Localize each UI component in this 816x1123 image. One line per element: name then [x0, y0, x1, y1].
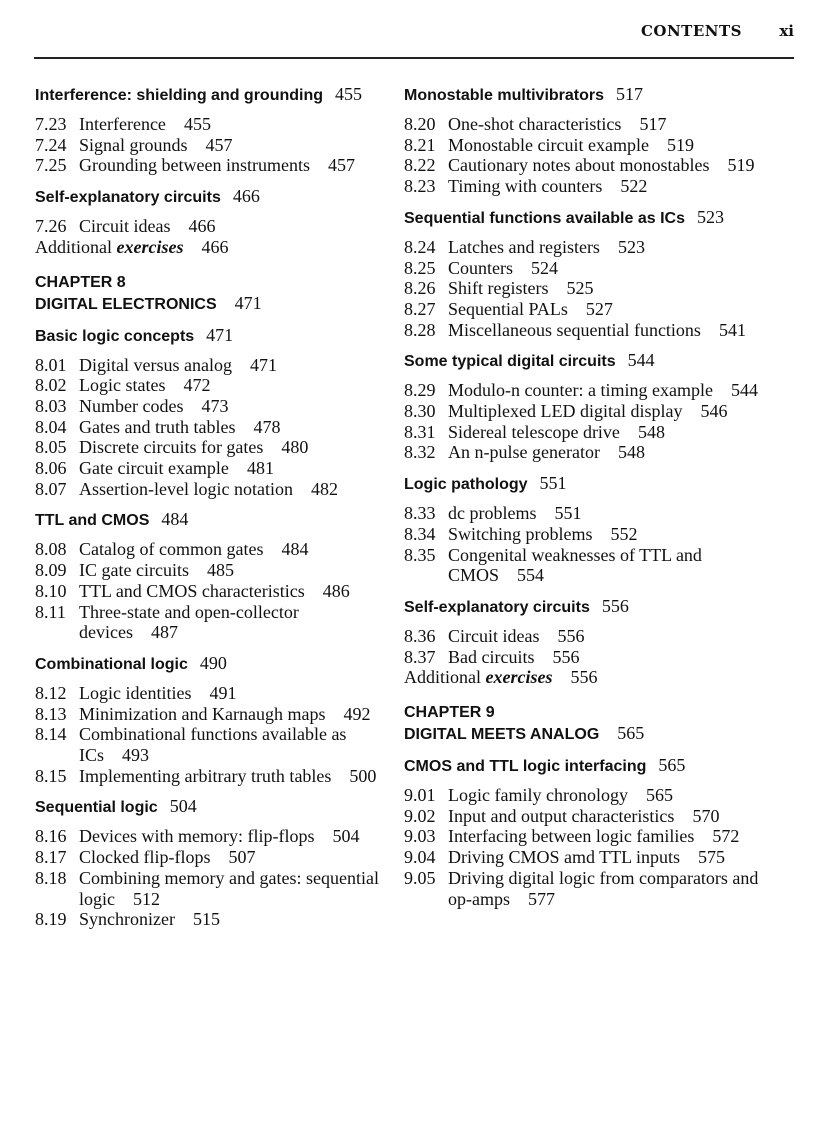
entry-title: Counters [448, 257, 513, 278]
entry-title: Combinational functions available as ICs [79, 724, 347, 766]
entry-page: 515 [192, 909, 220, 930]
entry-title: Additional [35, 236, 112, 257]
entry-number: 8.07 [35, 478, 67, 499]
section-heading [404, 473, 784, 495]
entry-title: Catalog of common gates [79, 539, 264, 560]
section-title: Sequential functions available as ICs [404, 209, 685, 227]
entry-number: 8.12 [35, 682, 67, 703]
section-heading [404, 84, 784, 106]
entry-page: 500 [349, 765, 377, 786]
entry-page: 570 [692, 805, 720, 826]
entry-page: 524 [531, 257, 558, 278]
entry-page: 519 [666, 134, 694, 155]
entry-page: 484 [281, 539, 309, 560]
section-page: 523 [696, 206, 724, 227]
header-rule [34, 57, 794, 59]
toc-entry [35, 155, 380, 176]
toc-entry [404, 155, 784, 176]
section-title: Some typical digital circuits [404, 353, 616, 371]
toc-entry [35, 704, 380, 725]
entry-number: 8.34 [404, 523, 436, 544]
right-column [404, 84, 784, 919]
toc-entry [35, 766, 380, 787]
entry-number: 8.03 [35, 395, 67, 416]
entry-number: 8.33 [404, 503, 436, 524]
section-title: Interference: shielding and grounding [35, 87, 324, 104]
toc-entry [404, 422, 784, 443]
toc-entry [35, 375, 380, 396]
entry-title: IC gate circuits [79, 560, 189, 581]
entry-number: 7.24 [35, 134, 67, 155]
toc-entry [35, 683, 380, 704]
entry-number: 8.20 [404, 114, 436, 134]
entry-page: 486 [322, 580, 350, 601]
section-page: 484 [161, 509, 189, 530]
entry-title: Interfacing between logic families [448, 826, 695, 847]
entry-page: 527 [585, 298, 613, 319]
entry-page: 552 [610, 523, 638, 544]
entry-title: Minimization and Karnaugh maps [79, 703, 326, 724]
entry-title: Clocked flip-flops [79, 847, 211, 868]
entry-number: 8.21 [404, 134, 436, 155]
section-self-explanatory [35, 186, 380, 257]
section-monostable [404, 84, 784, 197]
entry-title: TTL and CMOS characteristics [79, 580, 305, 601]
entry-number: 8.10 [35, 580, 67, 601]
entry-page: 548 [617, 442, 645, 463]
entry-title: Circuit ideas [448, 625, 540, 646]
section-self-explanatory-2 [404, 596, 784, 688]
entry-number: 8.04 [35, 416, 67, 437]
toc-entry [404, 868, 784, 909]
section-heading [35, 653, 380, 675]
section-combinational [35, 653, 380, 787]
entry-number: 8.25 [404, 257, 436, 278]
entry-number: 9.01 [404, 785, 436, 806]
entry-title: Number codes [79, 395, 184, 416]
toc-entry [404, 524, 784, 545]
section-title: Self-explanatory circuits [404, 598, 590, 616]
toc-entry [404, 545, 784, 586]
toc-entry [404, 237, 784, 258]
toc-entry [404, 503, 784, 524]
section-page: 556 [601, 595, 629, 616]
section-title: CMOS and TTL logic interfacing [404, 758, 647, 776]
section-title: Monostable multivibrators [404, 87, 605, 104]
section-ttl-cmos [35, 509, 380, 643]
section-heading [35, 84, 380, 106]
toc-entry [35, 602, 380, 643]
entry-number: 9.03 [404, 826, 436, 847]
toc-entry [35, 581, 380, 602]
entry-number: 8.16 [35, 826, 67, 847]
entry-title: Miscellaneous sequential functions [448, 319, 701, 340]
entry-number: 8.31 [404, 421, 436, 442]
entry-title: Switching problems [448, 523, 593, 544]
entry-number: 8.24 [404, 236, 436, 257]
toc-entry [35, 479, 380, 500]
toc-entry [404, 380, 784, 401]
entry-page: 466 [201, 236, 229, 257]
section-page: 466 [232, 186, 260, 207]
entry-page: 482 [310, 478, 338, 499]
toc-entry [35, 868, 380, 909]
toc-entry [35, 909, 380, 930]
entry-page: 575 [698, 847, 726, 868]
entry-number: 8.26 [404, 278, 436, 299]
entry-number: 8.17 [35, 847, 67, 868]
entry-page: 485 [206, 560, 234, 581]
entry-title: An n-pulse generator [448, 442, 600, 463]
entry-title: Bad circuits [448, 646, 535, 667]
entry-title: Driving digital logic from comparators and op-amps [448, 867, 759, 909]
entry-title: Cautionary notes about monostables [448, 155, 710, 176]
entry-title: Latches and registers [448, 236, 600, 257]
section-heading [35, 796, 380, 818]
entry-page: 473 [201, 395, 229, 416]
toc-entry [35, 396, 380, 417]
entry-number: 8.19 [35, 909, 67, 930]
toc-entry [404, 626, 784, 647]
section-title: Sequential logic [35, 799, 158, 817]
entry-number: 8.11 [35, 601, 66, 622]
section-title: Basic logic concepts [35, 327, 195, 345]
entry-number: 7.25 [35, 155, 67, 176]
running-header [0, 22, 794, 44]
entry-number: 8.18 [35, 867, 67, 888]
section-sequential-ics [404, 207, 784, 341]
toc-entry [404, 278, 784, 299]
entry-page: 525 [566, 278, 594, 299]
toc-entry [35, 847, 380, 868]
entry-page: 512 [133, 888, 160, 909]
entry-title: Assertion-level logic notation [79, 478, 293, 499]
section-page: 565 [658, 755, 686, 776]
entry-page: 491 [209, 682, 237, 703]
entry-page: 522 [620, 176, 648, 197]
entry-number: 7.23 [35, 114, 67, 134]
entry-title: Logic family chronology [448, 785, 628, 806]
entry-number: 8.01 [35, 354, 67, 375]
entry-title: Monostable circuit example [448, 134, 649, 155]
section-logic-pathology [404, 473, 784, 586]
toc-entry [404, 258, 784, 279]
entry-title: Sidereal telescope drive [448, 421, 620, 442]
toc-entry [35, 539, 380, 560]
entry-page: 519 [727, 155, 755, 176]
entry-title: Sequential PALs [448, 298, 568, 319]
entry-page: 548 [637, 421, 665, 442]
entry-page: 572 [712, 826, 740, 847]
toc-entry [35, 724, 380, 765]
entry-page: 457 [205, 134, 233, 155]
entry-number: 8.23 [404, 176, 436, 197]
entry-number: 8.14 [35, 724, 67, 745]
entry-title: Logic identities [79, 682, 192, 703]
entry-title: dc problems [448, 503, 537, 524]
entry-title: Input and output characteristics [448, 805, 675, 826]
entry-number: 8.35 [404, 544, 436, 565]
entry-page: 480 [281, 437, 309, 458]
section-interference [35, 84, 380, 176]
toc-entry [35, 355, 380, 376]
entry-page: 577 [528, 888, 555, 909]
chapter-label: CHAPTER 9 [404, 704, 495, 722]
entry-number: 8.22 [404, 155, 436, 176]
section-heading [35, 186, 380, 208]
entry-page: 481 [246, 458, 274, 479]
entry-page: 466 [188, 216, 216, 237]
entry-page: 554 [517, 565, 545, 586]
entry-page: 546 [700, 401, 728, 422]
entry-number: 9.02 [404, 805, 436, 826]
toc-entry [404, 135, 784, 156]
section-logic-interfacing [404, 755, 784, 909]
entry-page: 565 [645, 785, 673, 806]
chapter-page: 471 [234, 292, 262, 313]
entry-number: 8.30 [404, 401, 436, 422]
toc-entry [35, 458, 380, 479]
entry-title: Gates and truth tables [79, 416, 236, 437]
entry-number: 8.06 [35, 458, 67, 479]
entry-title: Modulo-n counter: a timing example [448, 380, 713, 401]
toc-entry [35, 417, 380, 438]
section-title: TTL and CMOS [35, 512, 150, 530]
entry-number: 7.26 [35, 216, 67, 237]
entry-title: Three-state and open-collector devices [79, 601, 299, 643]
entry-title: Additional [404, 667, 481, 688]
section-heading [404, 596, 784, 618]
section-heading [404, 755, 784, 777]
toc-entry [404, 114, 784, 135]
entry-number: 8.15 [35, 765, 67, 786]
section-heading [404, 350, 784, 372]
chapter-page: 565 [617, 723, 645, 744]
section-page: 471 [206, 324, 234, 345]
entry-page: 487 [150, 622, 178, 643]
entry-number: 8.32 [404, 442, 436, 463]
section-title: Combinational logic [35, 655, 188, 673]
entry-title: Timing with counters [448, 176, 603, 197]
entry-title: Shift registers [448, 278, 549, 299]
toc-entry [404, 401, 784, 422]
section-heading [404, 207, 784, 229]
entry-page: 517 [639, 114, 667, 134]
entry-number: 8.36 [404, 625, 436, 646]
toc-entry [404, 647, 784, 668]
section-page: 490 [199, 652, 227, 673]
toc-entry [35, 216, 380, 237]
toc-entry-exercises [35, 237, 380, 258]
entry-title: Devices with memory: flip-flops [79, 826, 315, 847]
chapter-heading [404, 702, 784, 745]
entry-page: 493 [122, 745, 150, 766]
entry-title: Combining memory and gates: sequential logic [79, 867, 379, 909]
toc-entry [35, 135, 380, 156]
section-page: 517 [616, 84, 644, 104]
section-title: Logic pathology [404, 476, 528, 494]
toc-entry-exercises [404, 667, 784, 688]
entry-page: 471 [249, 354, 277, 375]
entry-page: 556 [570, 667, 598, 688]
entry-title: Interference [79, 114, 166, 134]
section-heading [35, 325, 380, 347]
entry-title: Congenital weaknesses of TTL and CMOS [448, 544, 702, 586]
entry-title: Logic states [79, 375, 166, 396]
section-typical-digital [404, 350, 784, 463]
section-sequential [35, 796, 380, 930]
entry-number: 8.27 [404, 298, 436, 319]
entry-title: Digital versus analog [79, 354, 232, 375]
section-page: 455 [335, 84, 363, 104]
entry-title: Signal grounds [79, 134, 188, 155]
entry-page: 556 [552, 646, 580, 667]
entry-page: 504 [332, 826, 360, 847]
chapter-heading [35, 272, 380, 315]
entry-emphasis: exercises [485, 667, 553, 688]
entry-title: Implementing arbitrary truth tables [79, 765, 332, 786]
entry-page: 457 [327, 155, 355, 176]
entry-number: 8.02 [35, 375, 67, 396]
entry-title: One-shot characteristics [448, 114, 622, 134]
toc-entry [404, 806, 784, 827]
entry-number: 8.28 [404, 319, 436, 340]
section-title: Self-explanatory circuits [35, 189, 221, 207]
section-heading [35, 509, 380, 531]
section-page: 504 [169, 796, 197, 817]
toc-entry [404, 442, 784, 463]
toc-entry [35, 114, 380, 135]
entry-title: Multiplexed LED digital display [448, 401, 683, 422]
entry-title: Discrete circuits for gates [79, 437, 264, 458]
entry-page: 455 [183, 114, 211, 134]
left-column [35, 84, 380, 940]
entry-title: Synchronizer [79, 909, 175, 930]
entry-number: 9.05 [404, 867, 436, 888]
entry-title: Circuit ideas [79, 216, 171, 237]
toc-entry [404, 299, 784, 320]
entry-number: 8.09 [35, 560, 67, 581]
entry-page: 523 [617, 236, 645, 257]
toc-entry [404, 826, 784, 847]
entry-number: 8.29 [404, 380, 436, 401]
section-page: 544 [627, 350, 655, 371]
chapter-title: DIGITAL MEETS ANALOG [404, 726, 600, 744]
toc-entry [35, 437, 380, 458]
toc-entry [35, 826, 380, 847]
toc-entry [404, 176, 784, 197]
entry-page: 507 [228, 847, 256, 868]
toc-entry [404, 785, 784, 806]
chapter-label: CHAPTER 8 [35, 273, 126, 291]
entry-page: 492 [343, 703, 371, 724]
entry-emphasis: exercises [116, 236, 184, 257]
entry-title: Gate circuit example [79, 458, 229, 479]
toc-entry [404, 320, 784, 341]
entry-title: Driving CMOS amd TTL inputs [448, 847, 681, 868]
entry-page: 551 [554, 503, 582, 524]
section-basic-logic [35, 325, 380, 500]
entry-page: 556 [557, 625, 585, 646]
running-header-title: CONTENTS [640, 22, 742, 40]
page-number: xi [779, 22, 794, 40]
toc-entry [35, 560, 380, 581]
chapter-title: DIGITAL ELECTRONICS [35, 295, 217, 313]
entry-title: Grounding between instruments [79, 155, 310, 176]
entry-number: 8.08 [35, 539, 67, 560]
entry-page: 472 [183, 375, 211, 396]
toc-entry [404, 847, 784, 868]
entry-number: 8.37 [404, 646, 436, 667]
section-page: 551 [539, 473, 567, 494]
entry-page: 544 [730, 380, 758, 401]
entry-page: 541 [718, 319, 746, 340]
entry-number: 8.13 [35, 703, 67, 724]
entry-page: 478 [253, 416, 281, 437]
entry-number: 9.04 [404, 847, 436, 868]
entry-number: 8.05 [35, 437, 67, 458]
